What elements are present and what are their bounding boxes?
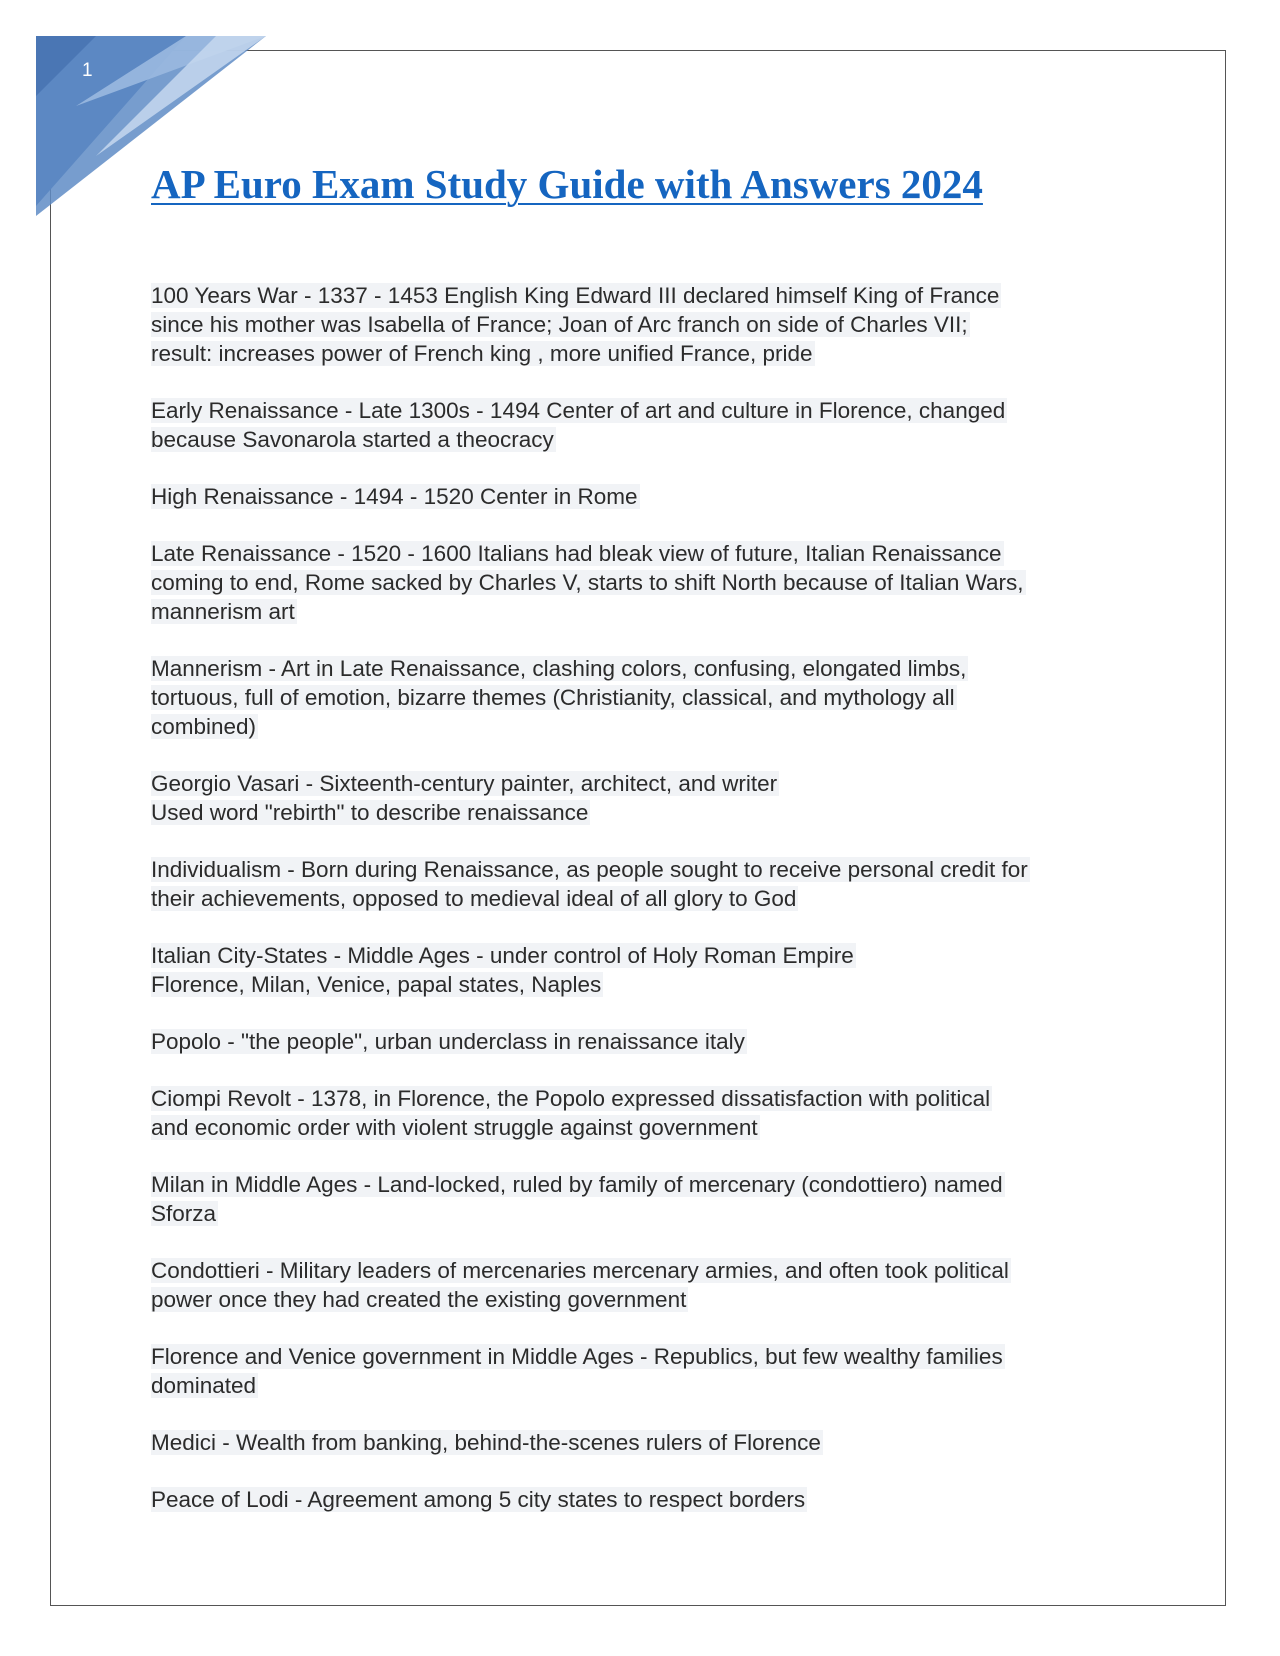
entry-line-text: coming to end, Rome sacked by Charles V, starts to shift North because of Italian Wars, [151,570,1024,595]
entry-line [151,539,1151,568]
entry-line [151,597,1151,626]
study-entry [151,1170,1151,1228]
entry-line [151,970,1151,999]
entry-line-text: dominated [151,1373,257,1398]
entry-line [151,769,1151,798]
entry-line [151,1199,1151,1228]
entry-line-text: Italian City-States - Middle Ages - under control of Holy Roman Empire [151,943,854,968]
entry-line-text: combined) [151,714,257,739]
entry-line [151,941,1151,970]
study-entry [151,1342,1151,1400]
entry-line [151,1084,1151,1113]
entry-line [151,1428,1151,1457]
study-entry [151,941,1151,999]
entry-line-text: their achievements, opposed to medieval ideal of all glory to God [151,886,797,911]
entry-line [151,1027,1151,1056]
entry-line-text: Condottieri - Military leaders of mercenaries mercenary armies, and often took political [151,1258,1009,1283]
entry-line-text: Florence and Venice government in Middle Ages - Republics, but few wealthy families [151,1344,1003,1369]
entry-line-text: High Renaissance - 1494 - 1520 Center in Rome [151,484,638,509]
study-entry [151,1084,1151,1142]
study-entry [151,769,1151,827]
study-entry [151,1027,1151,1056]
entry-line-text: because Savonarola started a theocracy [151,427,554,452]
page-number: 1 [82,60,93,81]
entry-line [151,1342,1151,1371]
study-entry [151,396,1151,454]
entry-line-text: since his mother was Isabella of France; Joan of Arc franch on side of Charles VII; [151,312,968,337]
entry-line [151,1170,1151,1199]
entry-line-text: Late Renaissance - 1520 - 1600 Italians had bleak view of future, Italian Renaissance [151,541,1002,566]
entry-line [151,425,1151,454]
entry-line [151,855,1151,884]
study-entry [151,855,1151,913]
entry-line-text: Sforza [151,1201,217,1226]
study-entry [151,281,1151,368]
entry-line-text: Medici - Wealth from banking, behind-the-scenes rulers of Florence [151,1430,821,1455]
entry-line-text: Mannerism - Art in Late Renaissance, clashing colors, confusing, elongated limbs, [151,656,967,681]
study-entry [151,482,1151,511]
entry-line [151,654,1151,683]
entry-line-text: 100 Years War - 1337 - 1453 English King Edward III declared himself King of France [151,283,1000,308]
entry-line [151,712,1151,741]
entry-line [151,1485,1151,1514]
study-guide-entries [151,281,1151,1542]
entry-line [151,798,1151,827]
entry-line-text: Peace of Lodi - Agreement among 5 city states to respect borders [151,1487,806,1512]
study-entry [151,1256,1151,1314]
entry-line-text: mannerism art [151,599,295,624]
entry-line [151,568,1151,597]
entry-line-text: Used word "rebirth" to describe renaissance [151,800,589,825]
study-entry [151,1428,1151,1457]
entry-line-text: Popolo - "the people", urban underclass in renaissance italy [151,1029,745,1054]
entry-line-text: Milan in Middle Ages - Land-locked, ruled by family of mercenary (condottiero) named [151,1172,1003,1197]
entry-line-text: result: increases power of French king , more unified France, pride [151,341,813,366]
entry-line [151,1113,1151,1142]
entry-line-text: Florence, Milan, Venice, papal states, Naples [151,972,602,997]
entry-line [151,1285,1151,1314]
entry-line [151,482,1151,511]
entry-line-text: Ciompi Revolt - 1378, in Florence, the Popolo expressed dissatisfaction with political [151,1086,991,1111]
entry-line-text: Individualism - Born during Renaissance, as people sought to receive personal credit for [151,857,1028,882]
entry-line [151,884,1151,913]
entry-line [151,310,1151,339]
entry-line [151,683,1151,712]
document-title[interactable]: AP Euro Exam Study Guide with Answers 2024 [151,161,983,207]
study-entry [151,654,1151,741]
entry-line-text: power once they had created the existing government [151,1287,687,1312]
entry-line-text: tortuous, full of emotion, bizarre themes (Christianity, classical, and mythology all [151,685,955,710]
study-entry [151,1485,1151,1514]
entry-line [151,339,1151,368]
entry-line-text: and economic order with violent struggle against government [151,1115,758,1140]
study-entry [151,539,1151,626]
entry-line [151,1371,1151,1400]
entry-line [151,281,1151,310]
entry-line [151,1256,1151,1285]
entry-line-text: Georgio Vasari - Sixteenth-century painter, architect, and writer [151,771,778,796]
entry-line [151,396,1151,425]
entry-line-text: Early Renaissance - Late 1300s - 1494 Center of art and culture in Florence, changed [151,398,1006,423]
